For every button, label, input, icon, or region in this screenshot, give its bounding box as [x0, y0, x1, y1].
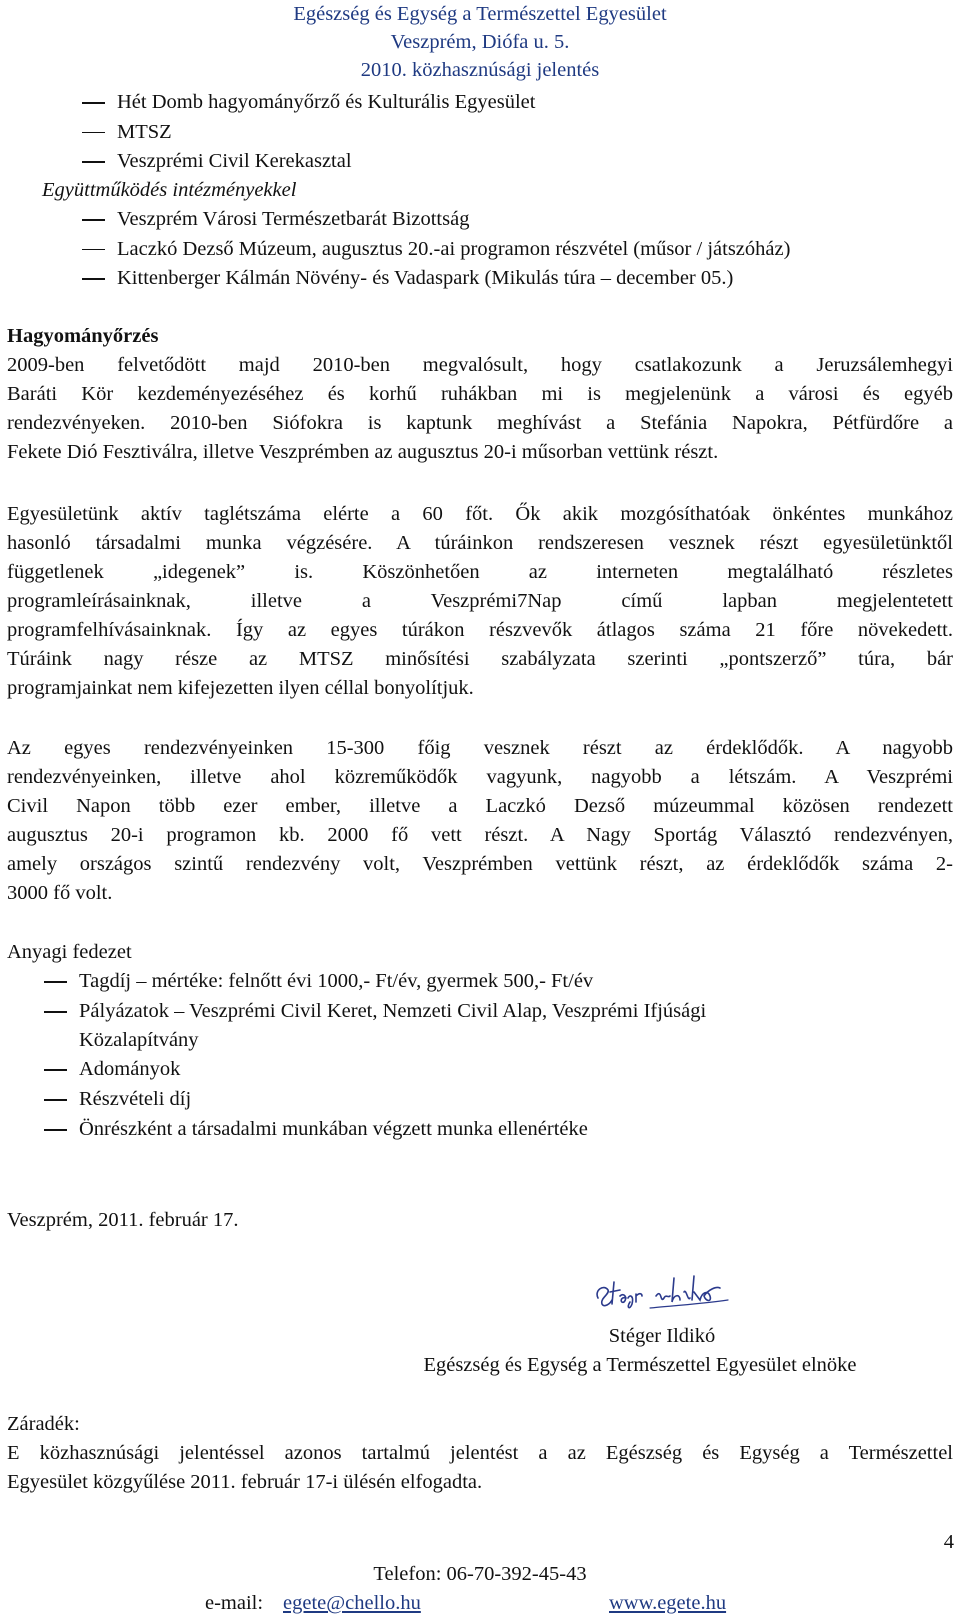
paragraph-line: Egyesületünk aktív taglétszáma elérte a 60 főt. Ők akik mozgósíthatóak önkéntes munkához [7, 503, 953, 525]
paragraph-line: Fekete Dió Fesztiválra, illetve Veszprémben az augusztus 20-i műsorban vettünk részt. [7, 441, 719, 463]
footer-phone: Telefon: 06-70-392-45-43 [373, 1563, 587, 1585]
paragraph-line: függetlenek „idegenek” is. Köszönhetően az interneten megtalálható részletes [7, 561, 953, 583]
paragraph-line: programfelhívásainknak. Így az egyes túrákon részvevők átlagos száma 21 főre növekedett. [7, 619, 953, 641]
tradition-heading: Hagyományőrzés [7, 325, 159, 347]
date-line: Veszprém, 2011. február 17. [7, 1209, 239, 1231]
header-report-title: 2010. közhasznúsági jelentés [360, 59, 600, 81]
list-item: Hét Domb hagyományőrző és Kulturális Egyesület [0, 88, 960, 118]
paragraph-line: Egyesület közgyűlése 2011. február 17-i ülésén elfogadta. [7, 1471, 483, 1493]
list-item: Laczkó Dezső Múzeum, augusztus 20.-ai programon részvétel (műsor / játszóház) [0, 235, 960, 265]
paragraph-line: 2009-ben felvetődött majd 2010-ben megvalósult, hogy csatlakozunk a Jeruzsálemhegyi [7, 354, 953, 376]
list-item: Veszprém Városi Természetbarát Bizottság [0, 205, 960, 235]
tradition-paragraph [7, 351, 953, 467]
paragraph-line: Az egyes rendezvényeinken 15-300 főig vesznek részt az érdeklődők. A nagyobb [7, 737, 953, 759]
paragraph-line: E közhasznúsági jelentéssel azonos tartalmú jelentést a az Egészség és Egység a Természettel [7, 1442, 953, 1464]
list-item: MTSZ [0, 118, 960, 148]
partners-list [0, 88, 960, 177]
list-item: Kittenberger Kálmán Növény- és Vadaspark (Mikulás túra – december 05.) [0, 264, 960, 294]
list-item: Veszprémi Civil Kerekasztal [0, 147, 960, 177]
membership-paragraph [7, 500, 953, 703]
paragraph-line: rendezvényeken. 2010-ben Siófokra is kaptunk meghívást a Stefánia Napokra, Pétfürdőre a [7, 412, 953, 434]
page-number: 4 [943, 1531, 954, 1553]
paragraph-line: hasonló társadalmi munka végzésére. A túráinkon rendszeresen vesznek részt egyesületünktől [7, 532, 953, 554]
header-address: Veszprém, Diófa u. 5. [390, 31, 570, 53]
list-item: Pályázatok – Veszprémi Civil Keret, Nemzeti Civil Alap, Veszprémi Ifjúsági Közalapítvány [0, 997, 799, 1055]
coop-heading: Együttműködés intézményekkel [42, 179, 297, 201]
paragraph-line: rendezvényeinken, illetve ahol közreműködők vagyunk, nagyobb a létszám. A Veszprémi [7, 766, 953, 788]
paragraph-line: programleírásainknak, illetve a Veszprémi7Nap című lapban megjelentetett [7, 590, 953, 612]
paragraph-line: Túráink nagy része az MTSZ minősítési szabályzata szerinti „pontszerző” túra, bár [7, 648, 953, 670]
footer-website-link[interactable]: www.egete.hu [609, 1592, 727, 1614]
signatory-role: Egészség és Egység a Természettel Egyesület elnöke [423, 1354, 857, 1376]
events-paragraph [7, 734, 953, 908]
paragraph-line: Civil Napon több ezer ember, illetve a Laczkó Dezső múzeummal közösen rendezett [7, 795, 953, 817]
list-item: Önrészként a társadalmi munkában végzett munka ellenértéke [0, 1115, 960, 1145]
paragraph-line: programjainkat nem kifejezetten ilyen céllal bonyolítjuk. [7, 677, 474, 699]
funding-heading: Anyagi fedezet [7, 941, 132, 963]
paragraph-line: 3000 fő volt. [7, 882, 113, 904]
header-org-name: Egészség és Egység a Természettel Egyesület [293, 3, 667, 25]
paragraph-line: Baráti Kör kezdeményezéséhez és korhű ruhákban mi is megjelenünk a városi és egyéb [7, 383, 953, 405]
footer-email-link[interactable]: egete@chello.hu [283, 1592, 421, 1614]
paragraph-line: augusztus 20-i programon kb. 2000 fő vett részt. A Nagy Sportág Választó rendezvényen, [7, 824, 953, 846]
footer-email-label: e-mail: [205, 1592, 264, 1614]
clause-paragraph [7, 1439, 953, 1497]
list-item: Adományok [0, 1055, 960, 1085]
paragraph-line: amely országos szintű rendezvény volt, Veszprémben vettünk részt, az érdeklődők száma 2- [7, 853, 953, 875]
funding-list [0, 967, 960, 1145]
coop-list [0, 205, 960, 294]
list-item: Részvételi díj [0, 1085, 960, 1115]
clause-heading: Záradék: [7, 1413, 80, 1435]
signatory-name: Stéger Ildikó [608, 1325, 716, 1347]
handwritten-signature [590, 1268, 740, 1316]
list-item: Tagdíj – mértéke: felnőtt évi 1000,- Ft/év, gyermek 500,- Ft/év [0, 967, 960, 997]
